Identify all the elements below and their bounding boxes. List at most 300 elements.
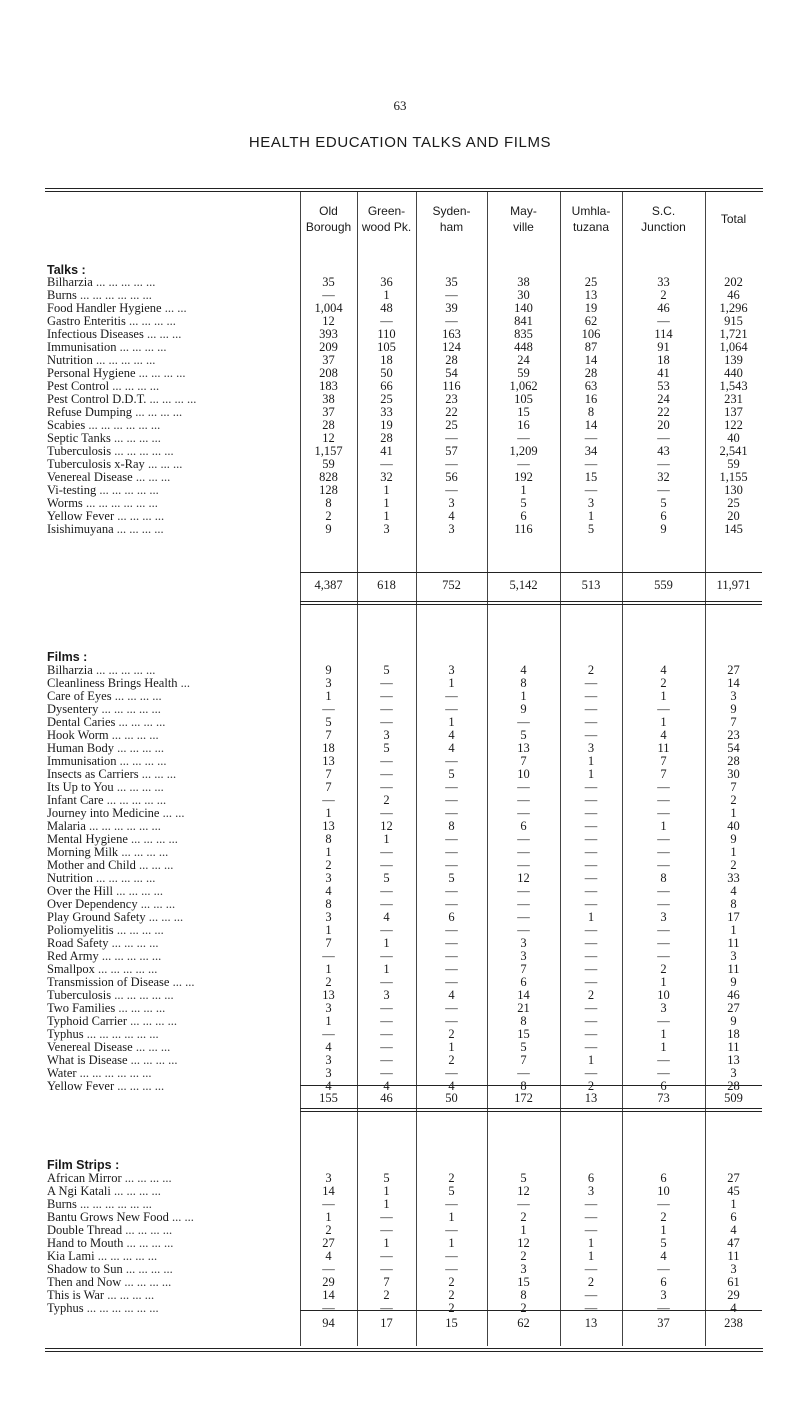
cell-value: — [445,793,458,807]
leader-dots: ... ... ... ... [116,755,167,768]
row-label-text: Immunisation [47,341,117,354]
row-label [47,497,299,510]
cell-value: 128 [319,483,338,497]
cell-value: 41 [657,366,670,380]
cell-value: — [584,431,598,445]
cell-value: 8 [520,676,527,690]
cell-value: 9 [730,832,737,846]
cell-value: — [380,858,393,872]
row-label [47,1015,299,1028]
cell-value: 1 [660,689,667,703]
row-label [47,1041,299,1054]
cell-value: — [657,483,670,497]
cell-value: — [584,1288,598,1302]
cell-value: — [380,897,393,911]
column-header-label: Old Borough [305,204,352,234]
totals-rule [300,1310,762,1311]
cell-value: — [445,457,458,471]
column-header [487,197,560,241]
cell-value: 10 [657,988,670,1002]
table-row [0,872,800,885]
cell-value: 4 [448,988,455,1002]
cell-value: 8 [448,819,455,833]
cell-value: 25 [445,418,458,432]
cell-value: 1 [587,509,595,523]
table-row [0,1211,800,1224]
cell-value: 33 [657,275,670,289]
cell-value: — [380,923,393,937]
row-label [47,458,299,471]
cell-value: 4 [730,1223,737,1237]
cell-value: — [380,689,393,703]
cell-value: 13 [322,754,335,768]
cell-value: 3 [383,988,390,1002]
column-header [705,197,762,241]
row-label-text: Tuberculosis [47,989,112,1002]
cell-value: — [657,949,670,963]
row-label [47,445,299,458]
row-label [47,1224,299,1237]
cell-value: 27 [727,1001,740,1015]
row-label [47,963,299,976]
cell-value: 29 [727,1288,740,1302]
cell-value: 12 [322,314,335,328]
total-value: 17 [380,1316,393,1330]
cell-value: 8 [325,496,332,510]
cell-value: — [380,1053,393,1067]
row-label-text: Bilharzia [47,276,93,289]
cell-value: 2 [520,1301,527,1315]
cell-value: — [584,715,598,729]
total-value: 509 [724,1091,743,1105]
cell-value: 12 [517,871,530,885]
cell-value: 57 [445,444,458,458]
row-label-text: Dental Caries [47,716,116,729]
cell-value: 1 [520,483,527,497]
cell-value: 11 [727,962,740,976]
table-row [0,1302,800,1315]
cell-value: 21 [517,1001,530,1015]
cell-value: 13 [322,819,335,833]
total-value: 15 [445,1316,458,1330]
cell-value: 2 [448,1171,455,1185]
cell-value: 110 [377,327,396,341]
leader-dots: ... ... ... ... [108,729,159,742]
cell-value: 1,155 [719,470,748,484]
total-value: 62 [517,1316,530,1330]
cell-value: 40 [727,819,740,833]
cell-value: 5 [520,1171,527,1185]
row-label [47,911,299,924]
cell-value: — [657,936,670,950]
leader-dots: ... ... ... [145,911,184,924]
cell-value: — [517,858,530,872]
cell-value: 208 [319,366,338,380]
cell-value: 4 [383,910,390,924]
cell-value: — [657,1066,670,1080]
cell-value: — [380,1210,393,1224]
cell-value: 9 [730,1014,737,1028]
leader-dots: ... ... ... ... [132,406,183,419]
cell-value: 5 [383,871,390,885]
row-label-text: Double Thread [47,1224,123,1237]
cell-value: 28 [322,418,335,432]
cell-value: 448 [514,340,533,354]
cell-value: 63 [584,379,598,393]
cell-value: — [322,949,335,963]
row-label-text: Kia Lami [47,1250,95,1263]
row-label [47,768,299,781]
section-heading: Films : [47,650,88,664]
leader-dots: ... [177,677,191,690]
cell-value: 18 [322,741,335,755]
section-heading: Talks : [47,263,86,277]
cell-value: 1 [383,962,390,976]
leader-dots: ... ... ... ... [122,1263,173,1276]
row-label-text: Food Handler Hygiene [47,302,162,315]
row-label-text: Human Body [47,742,115,755]
leader-dots: ... ... ... ... [125,315,176,328]
row-label-text: African Mirror [47,1172,122,1185]
leader-dots: ... ... ... ... ... [111,445,174,458]
cell-value: 15 [517,1027,530,1041]
cell-value: 5 [448,1184,455,1198]
cell-value: 1 [587,767,595,781]
cell-value: 53 [657,379,670,393]
leader-dots: ... ... ... ... [114,742,165,755]
row-label [47,419,299,432]
cell-value: 1 [587,1236,595,1250]
table-row [0,664,800,677]
leader-dots: ... ... ... ... [112,885,163,898]
cell-value: 14 [584,353,598,367]
table-row [0,393,800,406]
cell-value: 3 [520,1262,527,1276]
cell-value: 2 [660,962,667,976]
cell-value: 231 [724,392,743,406]
table-row [0,1067,800,1080]
row-label-text: Mother and Child [47,859,136,872]
cell-value: — [445,845,458,859]
table-row [0,406,800,419]
leader-dots: ... ... ... ... ... ... [76,1067,152,1080]
cell-value: 48 [380,301,393,315]
table-row [0,729,800,742]
cell-value: 116 [442,379,461,393]
cell-value: 4 [383,1079,390,1093]
row-label-text: Vi-testing [47,484,97,497]
cell-value: 2 [587,988,595,1002]
cell-value: 25 [380,392,393,406]
cell-value: — [445,1066,458,1080]
table-row [0,471,800,484]
row-label [47,859,299,872]
cell-value: 8 [730,897,737,911]
cell-value: — [584,936,598,950]
table-row [0,1028,800,1041]
row-label-text: Smallpox [47,963,95,976]
cell-value: — [584,871,598,885]
cell-value: — [380,1262,393,1276]
row-label-text: Immunisation [47,755,117,768]
cell-value: — [445,314,458,328]
leader-dots: ... ... ... ... [110,432,161,445]
cell-value: — [584,962,598,976]
cell-value: 24 [657,392,670,406]
leader-dots: ... ... ... ... [104,1289,155,1302]
cell-value: 8 [520,1079,527,1093]
table-row [0,807,800,820]
table-row [0,276,800,289]
cell-value: — [517,780,530,794]
cell-value: 3 [325,1053,332,1067]
row-label [47,976,299,989]
cell-value: 18 [657,353,670,367]
cell-value: 66 [380,379,393,393]
leader-dots: ... ... ... ... ... [92,276,156,289]
cell-value: 3 [383,522,390,536]
cell-value: 2 [448,1301,455,1315]
row-label [47,898,299,911]
leader-dots: ... ... ... ... [115,716,166,729]
cell-value: 7 [730,780,737,794]
cell-value: — [657,702,670,716]
cell-value: — [584,897,598,911]
cell-value: 2 [325,1223,332,1237]
cell-value: 3 [660,910,667,924]
leader-dots: ... ... ... ... ... ... [76,289,152,302]
cell-value: 40 [727,431,740,445]
cell-value: 5 [587,522,595,536]
table-row [0,794,800,807]
leader-dots: ... ... ... ... [109,380,160,393]
table-row [0,963,800,976]
cell-value: 828 [319,470,338,484]
cell-value: 122 [724,418,743,432]
cell-value: 7 [730,715,737,729]
cell-value: — [380,949,393,963]
cell-value: 9 [520,702,527,716]
cell-value: 7 [325,767,332,781]
cell-value: 1 [587,1249,595,1263]
cell-value: — [445,806,458,820]
cell-value: 4 [448,728,455,742]
cell-value: — [584,923,598,937]
table-row [0,445,800,458]
row-label [47,885,299,898]
cell-value: — [380,1014,393,1028]
cell-value: 28 [727,1079,740,1093]
cell-value: 130 [724,483,743,497]
cell-value: — [445,702,458,716]
cell-value: 8 [587,405,595,419]
row-label [47,807,299,820]
row-label-text: Typhoid Carrier [47,1015,128,1028]
cell-value: 19 [380,418,393,432]
cell-value: 4 [325,884,332,898]
cell-value: 841 [514,314,533,328]
cell-value: — [517,793,530,807]
cell-value: — [445,483,458,497]
cell-value: 18 [727,1027,740,1041]
cell-value: — [380,780,393,794]
row-label [47,471,299,484]
cell-value: 13 [727,1053,740,1067]
row-label-text: Journey into Medicine [47,807,160,820]
row-label [47,315,299,328]
cell-value: 1,543 [719,379,748,393]
cell-value: 3 [730,1262,737,1276]
cell-value: — [584,1027,598,1041]
cell-value: 3 [448,663,455,677]
section-end-rule [300,1108,762,1109]
cell-value: 6 [660,509,667,523]
table-row [0,380,800,393]
leader-dots: ... ... ... ... ... [98,703,161,716]
cell-value: — [517,715,530,729]
row-label [47,302,299,315]
row-label-text: Worms [47,497,83,510]
cell-value: 1 [448,715,455,729]
row-label [47,1002,299,1015]
table-row [0,1002,800,1015]
cell-value: — [445,884,458,898]
row-label-text: Morning Milk [47,846,119,859]
row-label [47,484,299,497]
cell-value: 28 [584,366,598,380]
cell-value: 1 [383,288,390,302]
cell-value: 1 [660,1223,667,1237]
cell-value: — [657,1197,670,1211]
cell-value: 183 [319,379,338,393]
cell-value: 6 [730,1210,737,1224]
cell-value: 14 [584,418,598,432]
cell-value: — [322,702,335,716]
leader-dots: ... ... ... ... ... [94,1250,158,1263]
table-row [0,1224,800,1237]
cell-value: 6 [520,819,527,833]
totals-rule [300,1085,762,1086]
cell-value: 27 [727,1171,740,1185]
cell-value: — [517,845,530,859]
row-label [47,794,299,807]
cell-value: 20 [727,509,740,523]
row-label [47,341,299,354]
cell-value: — [445,832,458,846]
cell-value: 1 [448,1236,455,1250]
row-label [47,833,299,846]
cell-value: 3 [325,1171,332,1185]
table-row [0,768,800,781]
section-heading: Film Strips : [47,1158,120,1172]
cell-value: 5 [660,1236,667,1250]
cell-value: 14 [322,1288,335,1302]
cell-value: 37 [322,405,335,419]
table-row [0,716,800,729]
cell-value: 1,064 [719,340,748,354]
cell-value: 19 [584,301,598,315]
cell-value: 6 [660,1275,667,1289]
cell-value: 6 [660,1171,667,1185]
cell-value: — [657,431,670,445]
row-label-text: Pest Control D.D.T. [47,393,147,406]
row-label [47,1263,299,1276]
cell-value: 3 [325,910,332,924]
cell-value: — [584,884,598,898]
cell-value: — [517,1197,530,1211]
cell-value: 2 [660,676,667,690]
cell-value: 1 [587,910,595,924]
cell-value: 2,541 [719,444,748,458]
cell-value: — [445,780,458,794]
table-row [0,1172,800,1185]
table-row [0,742,800,755]
table-row [0,1276,800,1289]
cell-value: 1 [730,845,737,859]
cell-value: 1 [383,832,390,846]
total-value: 46 [380,1091,393,1105]
cell-value: — [445,936,458,950]
cell-value: 14 [517,988,530,1002]
cell-value: 1,296 [719,301,748,315]
cell-value: 835 [514,327,533,341]
cell-value: 4 [660,1249,667,1263]
cell-value: 27 [322,1236,335,1250]
cell-value: 1 [383,1184,390,1198]
cell-value: 47 [727,1236,740,1250]
section-end-rule [300,604,762,605]
total-value: 559 [654,578,673,592]
row-label [47,406,299,419]
cell-value: — [657,780,670,794]
cell-value: 3 [325,676,332,690]
total-value: 94 [322,1316,335,1330]
leader-dots: ... ... ... ... [135,367,186,380]
cell-value: 106 [581,327,601,341]
cell-value: 1 [383,1236,390,1250]
row-label [47,1185,299,1198]
row-label-text: Care of Eyes [47,690,112,703]
cell-value: — [657,1301,670,1315]
cell-value: 5 [520,1040,527,1054]
leader-dots: ... ... ... ... [113,781,164,794]
row-label [47,510,299,523]
row-label-text: Its Up to You [47,781,114,794]
row-label [47,1198,299,1211]
row-label-text: Typhus [47,1302,84,1315]
cell-value: — [584,702,598,716]
cell-value: — [380,715,393,729]
bottom-rule [45,1351,763,1352]
row-label-text: This is War [47,1289,105,1302]
cell-value: 7 [520,754,527,768]
table-row [0,484,800,497]
cell-value: — [445,962,458,976]
row-label-text: Dysentery [47,703,99,716]
column-header [622,197,705,241]
cell-value: 3 [730,949,737,963]
cell-value: 8 [520,1014,527,1028]
row-label [47,716,299,729]
cell-value: 3 [587,496,595,510]
cell-value: 1 [587,1053,595,1067]
cell-value: 5 [383,1171,390,1185]
cell-value: — [445,923,458,937]
cell-value: 1 [325,1014,332,1028]
cell-value: 2 [730,793,737,807]
cell-value: — [517,923,530,937]
cell-value: 35 [445,275,458,289]
